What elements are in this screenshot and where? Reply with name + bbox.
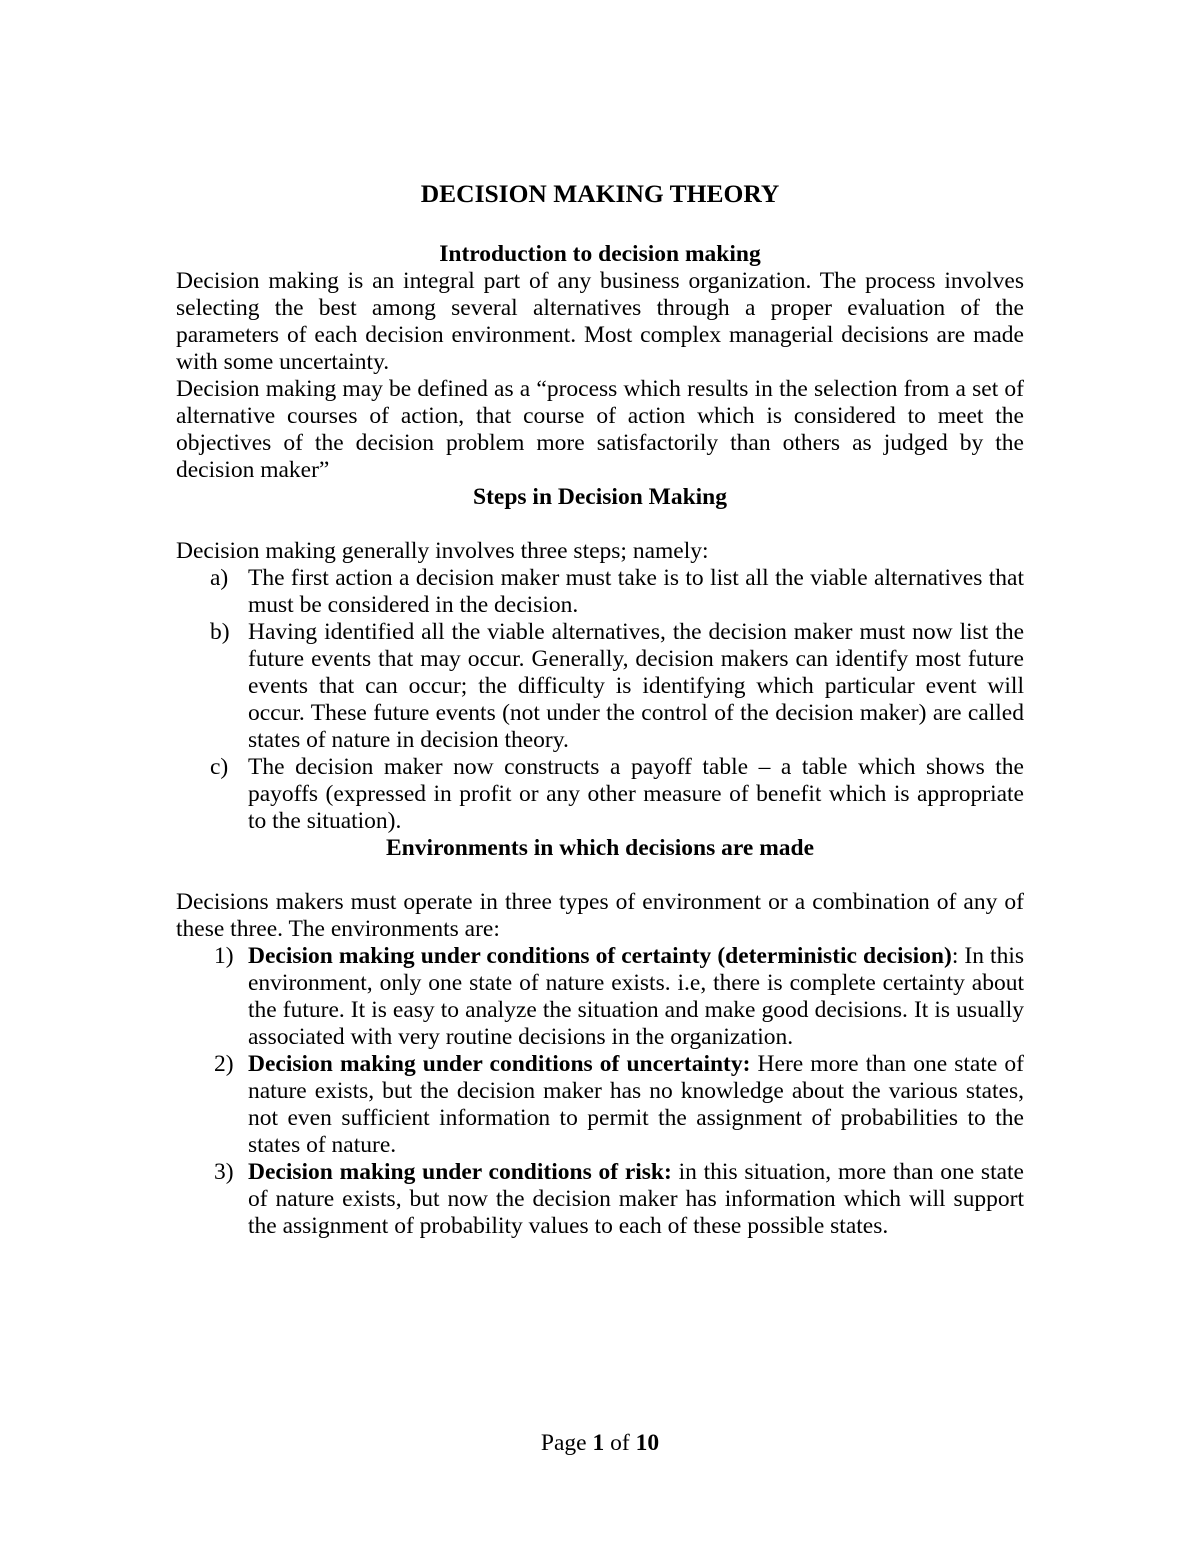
list-marker: 3) bbox=[214, 1159, 234, 1185]
of-label: of bbox=[610, 1430, 630, 1456]
list-item-term: Decision making under conditions of certainty (deterministic decision) bbox=[248, 943, 952, 969]
environments-lead: Decisions makers must operate in three types of environment or a combination of any of these three. The environments are: bbox=[176, 889, 1024, 942]
page-content bbox=[176, 177, 1024, 1240]
list-item-text: Here more than one state of nature exists, but the decision maker has no knowledge about the various states, not even sufficient information to permit the assignment of probabilities to the states of nature. bbox=[248, 1051, 1024, 1158]
total-pages-number: 10 bbox=[635, 1430, 660, 1456]
list-item bbox=[176, 619, 1024, 754]
page-footer bbox=[0, 1430, 1200, 1457]
list-marker: 1) bbox=[214, 943, 234, 969]
list-item-term: Decision making under conditions of risk: bbox=[248, 1159, 672, 1185]
list-marker: c) bbox=[210, 754, 229, 780]
environments-heading: Environments in which decisions are made bbox=[385, 835, 815, 861]
intro-paragraph-1: Decision making is an integral part of any business organization. The process involves selecting the best among several alternatives through a proper evaluation of the parameters of each decision environment. Most complex managerial decisions are made with some uncertainty. bbox=[176, 268, 1024, 375]
list-item-text: The first action a decision maker must take is to list all the viable alternatives that must be considered in the decision. bbox=[248, 565, 1024, 618]
current-page-number: 1 bbox=[592, 1430, 605, 1456]
list-item-term: Decision making under conditions of uncertainty: bbox=[248, 1051, 751, 1077]
steps-heading: Steps in Decision Making bbox=[473, 484, 727, 510]
steps-lead: Decision making generally involves three steps; namely: bbox=[176, 538, 709, 564]
list-item-text: Having identified all the viable alternatives, the decision maker must now list the future events that may occur. Generally, decision makers can identify most future events that can occur; the difficulty is identifying which particular event will occur. These future events (not under the control of the decision maker) are called states of nature in decision theory. bbox=[248, 619, 1024, 753]
list-item-text: in this situation, more than one state of nature exists, but now the decision maker has information which will support the assignment of probability values to each of these possible states. bbox=[248, 1159, 1024, 1239]
list-item bbox=[176, 754, 1024, 835]
list-marker: 2) bbox=[214, 1051, 234, 1077]
list-item bbox=[176, 1159, 1024, 1240]
list-marker: b) bbox=[210, 619, 230, 645]
spacer bbox=[176, 862, 1024, 889]
steps-list bbox=[176, 565, 1024, 835]
document-title: DECISION MAKING THEORY bbox=[420, 179, 780, 208]
spacer bbox=[176, 511, 1024, 538]
list-item bbox=[176, 943, 1024, 1051]
page-label: Page bbox=[540, 1430, 587, 1456]
intro-heading: Introduction to decision making bbox=[439, 241, 761, 267]
list-item bbox=[176, 1051, 1024, 1159]
environments-list bbox=[176, 943, 1024, 1240]
list-marker: a) bbox=[210, 565, 229, 591]
list-item-text: The decision maker now constructs a payoff table – a table which shows the payoffs (expressed in profit or any other measure of benefit which is appropriate to the situation). bbox=[248, 754, 1024, 834]
intro-paragraph-2: Decision making may be defined as a “process which results in the selection from a set of alternative courses of action, that course of action which is considered to meet the objectives of the decision problem more satisfactorily than others as judged by the decision maker” bbox=[176, 376, 1024, 483]
list-item bbox=[176, 565, 1024, 619]
list-item-text: : In this environment, only one state of nature exists. i.e, there is complete certainty about the future. It is easy to analyze the situation and make good decisions. It is usually associated with very routine decisions in the organization. bbox=[248, 943, 1024, 1050]
